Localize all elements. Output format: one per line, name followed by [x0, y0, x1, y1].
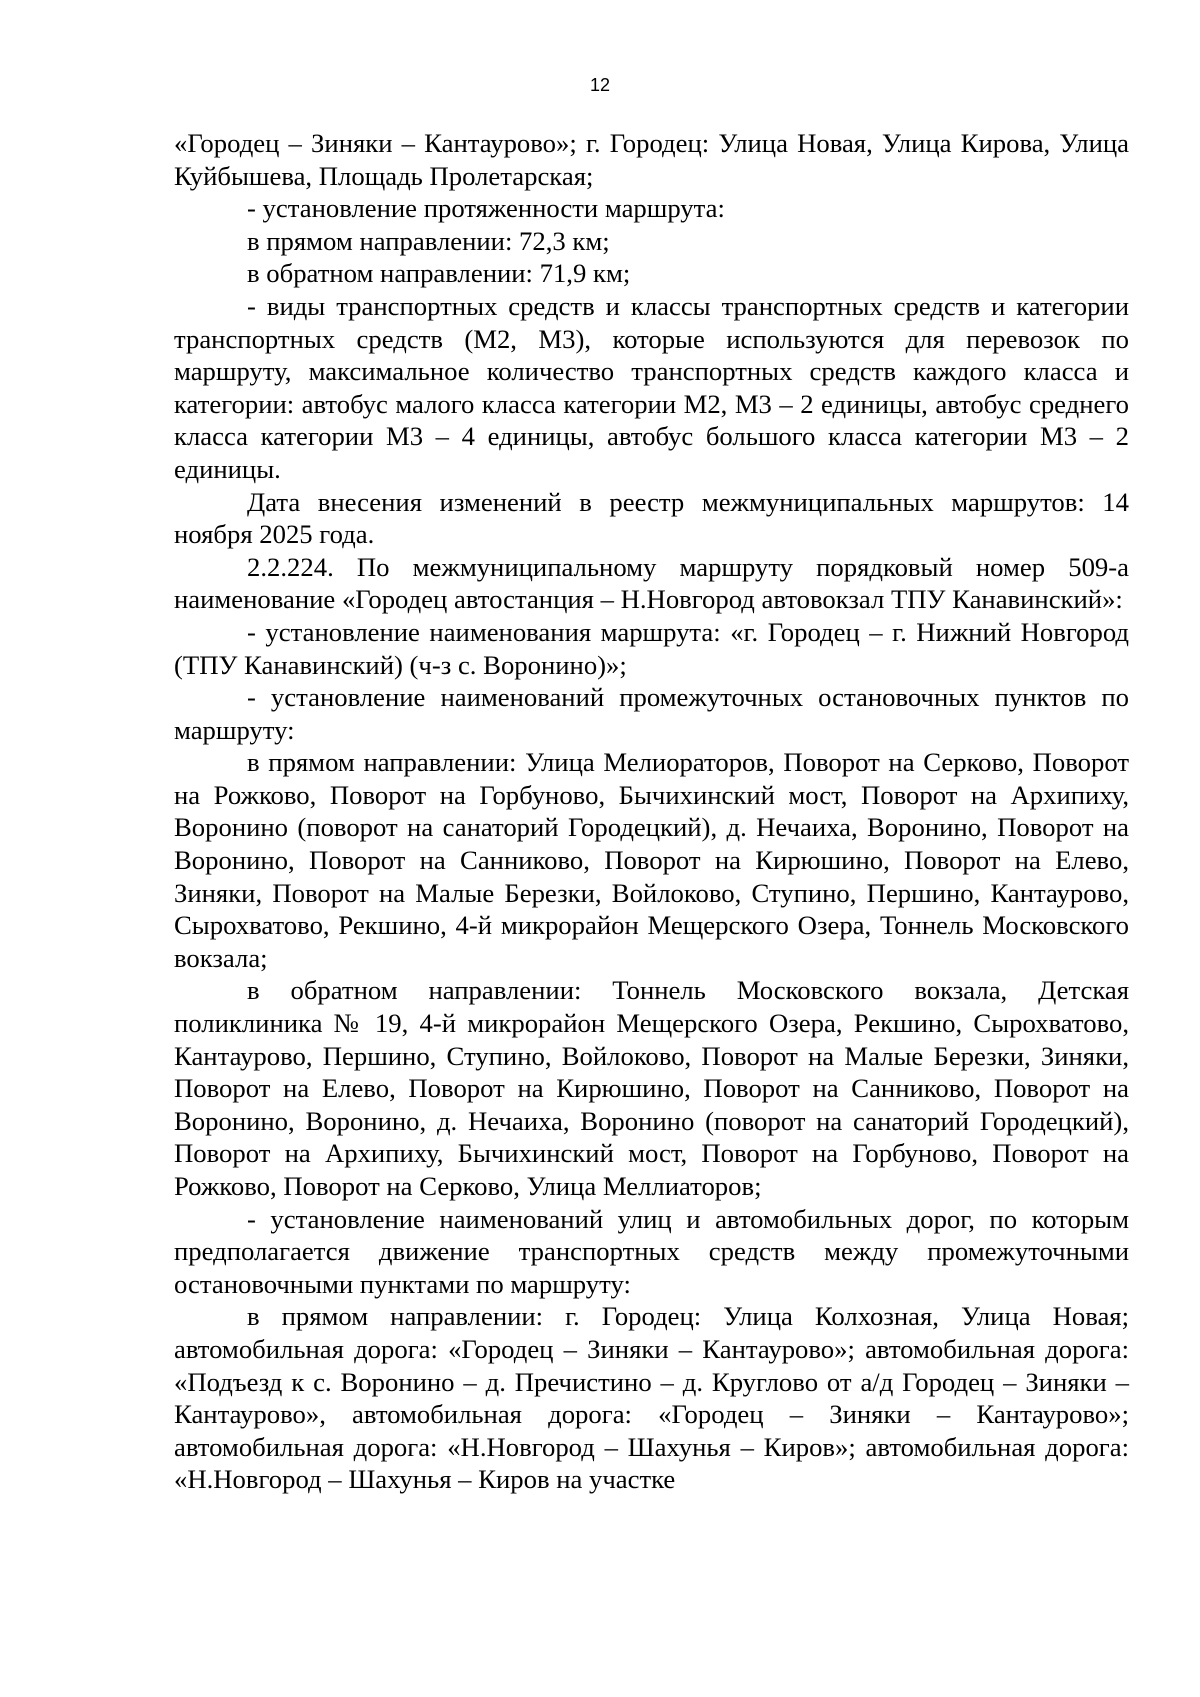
page-number: 12 [589, 75, 611, 95]
paragraph-section-2-2-224: 2.2.224. По межмуниципальному маршруту порядковый номер 509-а наименование «Городец автостанция – Н.Новгород автовокзал ТПУ Канавинский»: [174, 551, 1129, 615]
paragraph-forward-length: в прямом направлении: 72,3 км; [247, 225, 610, 256]
paragraph-route-length-heading: - установление протяженности маршрута: [247, 193, 725, 224]
paragraph-stops-heading: - установление наименований промежуточных остановочных пунктов по маршруту: [174, 682, 1129, 745]
paragraph-vehicle-types: - виды транспортных средств и классы транспортных средств и категории транспортных средств (М2, М3), которые используются для перевозок по маршруту, максимальное количество транспортных средств каждого класса и категории: автобус малого класса категории М2, М3 – 2 единицы, автобус среднего класса категории М3 – 4 единицы, автобус большого класса категории М3 – 2 единицы. [174, 290, 1129, 484]
paragraph-forward-stops: в прямом направлении: Улица Мелиораторов, Поворот на Серково, Поворот на Рожково, Поворот на Горбуново, Бычихинский мост, Поворот на Архипиху, Воронино (поворот на санаторий Городецкий), д. Нечаиха, Воронино, Поворот на Воронино, Поворот на Санниково, Поворот на Кирюшино, Поворот на Елево, Зиняки, Поворот на Малые Березки, Войлоково, Ступино, Першино, Кантаурово, Сырохватово, Рекшино, 4-й микрорайон Мещерского Озера, Тоннель Московского вокзала; [174, 747, 1129, 973]
document-body [174, 127, 1129, 1496]
paragraph-route-name: - установление наименования маршрута: «г. Городец – г. Нижний Новгород (ТПУ Канавинский) (ч-з с. Воронино)»; [174, 616, 1129, 680]
paragraph-reverse-length: в обратном направлении: 71,9 км; [247, 258, 631, 289]
paragraph-reverse-stops: в обратном направлении: Тоннель Московского вокзала, Детская поликлиника № 19, 4-й микрорайон Мещерского Озера, Рекшино, Сырохватово, Кантаурово, Першино, Ступино, Войлоково, Поворот на Малые Березки, Зиняки, Поворот на Елево, Поворот на Кирюшино, Поворот на Санниково, Поворот на Воронино, Воронино, д. Нечаиха, Воронино (поворот на санаторий Городецкий), Поворот на Архипиху, Бычихинский мост, Поворот на Горбуново, Поворот на Рожково, Поворот на Серково, Улица Меллиаторов; [174, 975, 1129, 1201]
paragraph-continuation: «Городец – Зиняки – Кантаурово»; г. Городец: Улица Новая, Улица Кирова, Улица Куйбышева, Площадь Пролетарская; [174, 128, 1129, 191]
paragraph-forward-streets: в прямом направлении: г. Городец: Улица Колхозная, Улица Новая; автомобильная дорога: «Городец – Зиняки – Кантаурово»; автомобильная дорога: «Подъезд к с. Воронино – д. Пречистино – д. Круглово от а/д Городец – Зиняки – Кантаурово», автомобильная дорога: «Городец – Зиняки – Кантаурово»; автомобильная дорога: «Н.Новгород – Шахунья – Киров»; автомобильная дорога: «Н.Новгород – Шахунья – Киров на участке [174, 1301, 1129, 1495]
paragraph-registry-date: Дата внесения изменений в реестр межмуниципальных маршрутов: 14 ноября 2025 года. [174, 486, 1129, 550]
paragraph-streets-heading: - установление наименований улиц и автомобильных дорог, по которым предполагается движение транспортных средств между промежуточными остановочными пунктами по маршруту: [174, 1203, 1129, 1299]
